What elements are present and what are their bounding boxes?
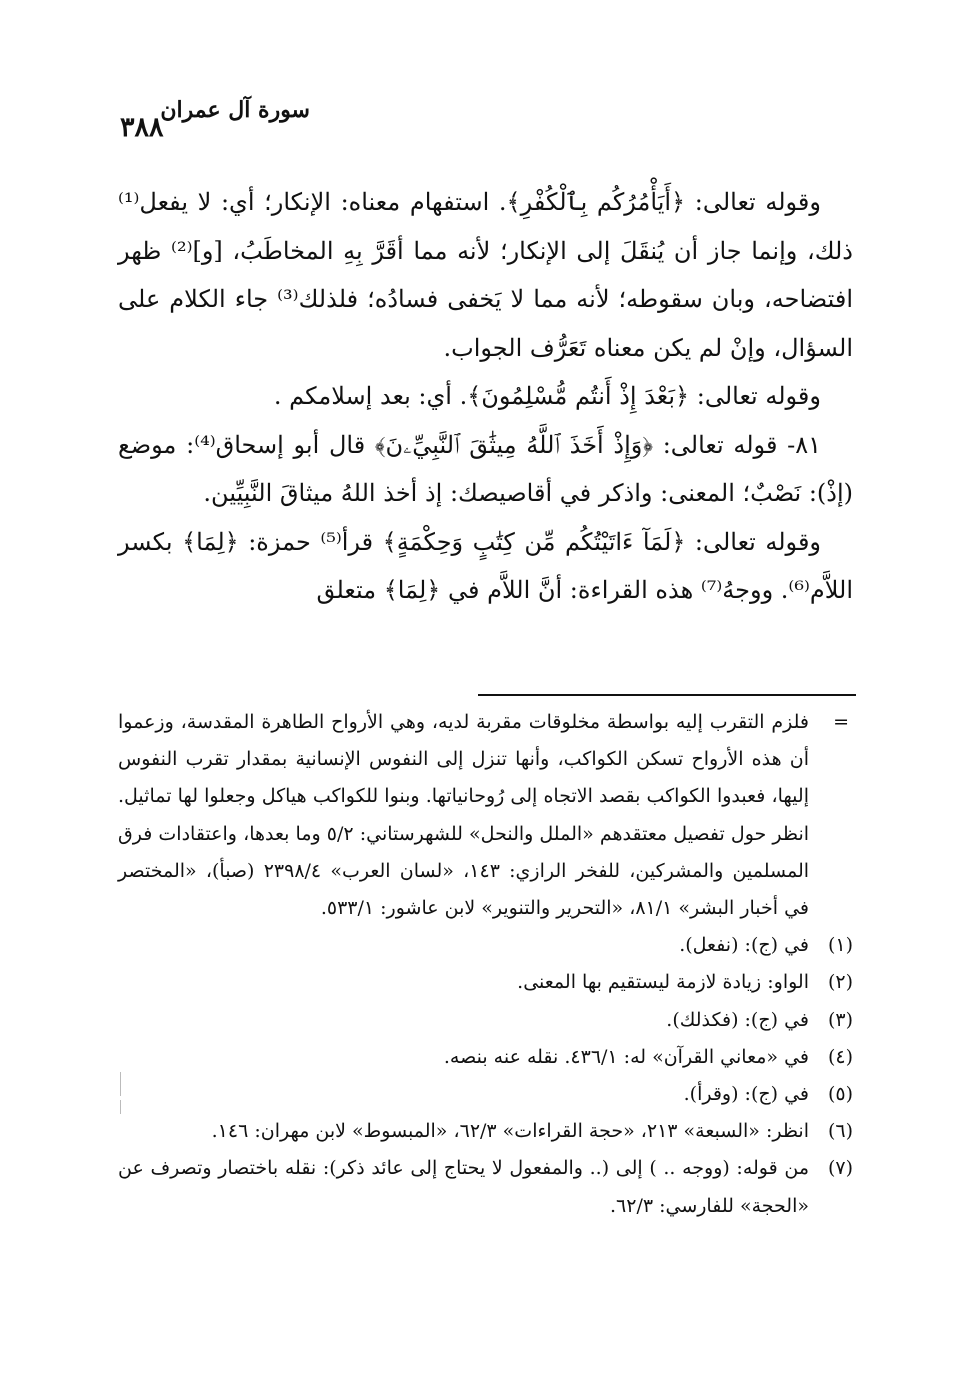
footnote-text: في (ج): (فكذلك). (666, 1008, 809, 1031)
footnote-text: انظر: «السبعة» ٢١٣، «حجة القراءات» ٦٢/٣، «المبسوط» لابن مهران: ١٤٦. (211, 1120, 809, 1143)
footnote-continuation (118, 704, 853, 927)
main-text (118, 178, 853, 615)
surah-title: سورة آل عمران (160, 97, 310, 123)
footnote-7 (118, 1150, 853, 1224)
footnote-number: (٢) (827, 971, 853, 994)
paragraph: ٨١- قوله تعالى: ﴿وَإِذْ أَخَذَ ٱللَّهُ مِيثَٰقَ ٱلنَّبِيِّۦنَ﴾ قال أبو إسحاق⁽⁴⁾: موضع (إذْ): نَصْبٌ؛ المعنى: واذكر في أقاصيصك: إذ أخذ اللهُ ميثاقَ النَّبِيِّين. (118, 430, 853, 507)
footnote-2 (118, 964, 853, 1001)
footnote-number: (١) (827, 934, 853, 957)
footnote-text: في «معاني القرآن» له: ٤٣٦/١. نقله عنه بنصه. (443, 1045, 809, 1068)
footnote-number: (٦) (827, 1120, 853, 1143)
scan-mark (120, 1100, 121, 1114)
footnote-text: الواو: زيادة لازمة ليستقيم بها المعنى. (517, 971, 809, 994)
footnote-number: (٧) (827, 1157, 853, 1180)
scan-mark (120, 1072, 121, 1096)
footnote-1 (118, 927, 853, 964)
footnote-number: (٥) (827, 1083, 853, 1106)
paragraph: وقوله تعالى: ﴿أَيَأْمُرُكُم بِٱلْكُفْرِ﴾. استفهام معناه: الإنكار؛ أي: لا يفعل⁽¹⁾ ذلك، وإنما جاز أن يُنقَلَ إلى الإنكار؛ لأنه مما أقَرَّ بِهِ المخاطَبُ، [و]⁽²⁾ ظهر افتضاحه، وبان سقوطه؛ لأنه مما لا يَخفى فسادُه؛ فلذلك⁽³⁾ جاء الكلام على السؤال، وإنْ لم يكن معناه تَعَرُّف الجواب. (118, 188, 853, 362)
footnote-5 (118, 1076, 853, 1113)
continuation-marker: = (833, 711, 849, 733)
footnote-number: (٣) (827, 1008, 853, 1031)
footnote-4 (118, 1039, 853, 1076)
footnote-3 (118, 1002, 853, 1039)
footnote-text: في (ج): (وقرأ). (683, 1083, 809, 1106)
paragraph: وقوله تعالى: ﴿لَمَآ ءَاتَيْتُكُم مِّن كِتَٰبٍ وَحِكْمَةٍ﴾ قرأ⁽⁵⁾ حمزة: ﴿لِمَا﴾ بكسر اللاَّم⁽⁶⁾. ووجهُ⁽⁷⁾ هذه القراءة: أنَّ اللاَّم في ﴿لِمَا﴾ متعلق (118, 527, 853, 604)
footnote-text: من قوله: (ووجه .. ) إلى (.. والمفعول لا يحتاج إلى عائد ذكر): نقله باختصار وتصرف عن «الحجة» للفارسي: ٦٢/٣. (118, 1157, 809, 1217)
footnote-6 (118, 1113, 853, 1150)
page-number: ٣٨٨ (120, 112, 164, 143)
footnote-divider (478, 694, 856, 696)
footnote-number: (٤) (827, 1045, 853, 1068)
footnotes (118, 704, 853, 1225)
footnote-text: في (ج): (نفعل). (679, 934, 809, 957)
footnote-continuation-text: فلزم التقرب إليه بواسطة مخلوقات مقربة لديه، وهي الأرواح الطاهرة المقدسة، وزعموا أن هذه الأرواح تسكن الكواكب، وأنها تنزل إلى النفوس الإنسانية بمقدار تقرب النفوس إليها، فعبدوا الكواكب بقصد الاتجاه إلى رُوحانياتها. وبنوا للكواكب هياكل وجعلوا لها تماثيل. انظر حول تفصيل معتقدهم «الملل والنحل» للشهرستاني: ٥/٢ وما بعدها، واعتقادات فرق المسلمين والمشركين، للفخر الرازي: ١٤٣، «لسان العرب» ٢٣٩٨/٤ (صبأ)، «المختصر في أخبار البشر» ٨١/١، «التحرير والتنوير» لابن عاشور: ٥٣٣/١. (118, 711, 810, 920)
paragraph: وقوله تعالى: ﴿بَعْدَ إِذْ أَنتُم مُّسْلِمُونَ﴾. أي: بعد إسلامكم . (273, 382, 821, 410)
